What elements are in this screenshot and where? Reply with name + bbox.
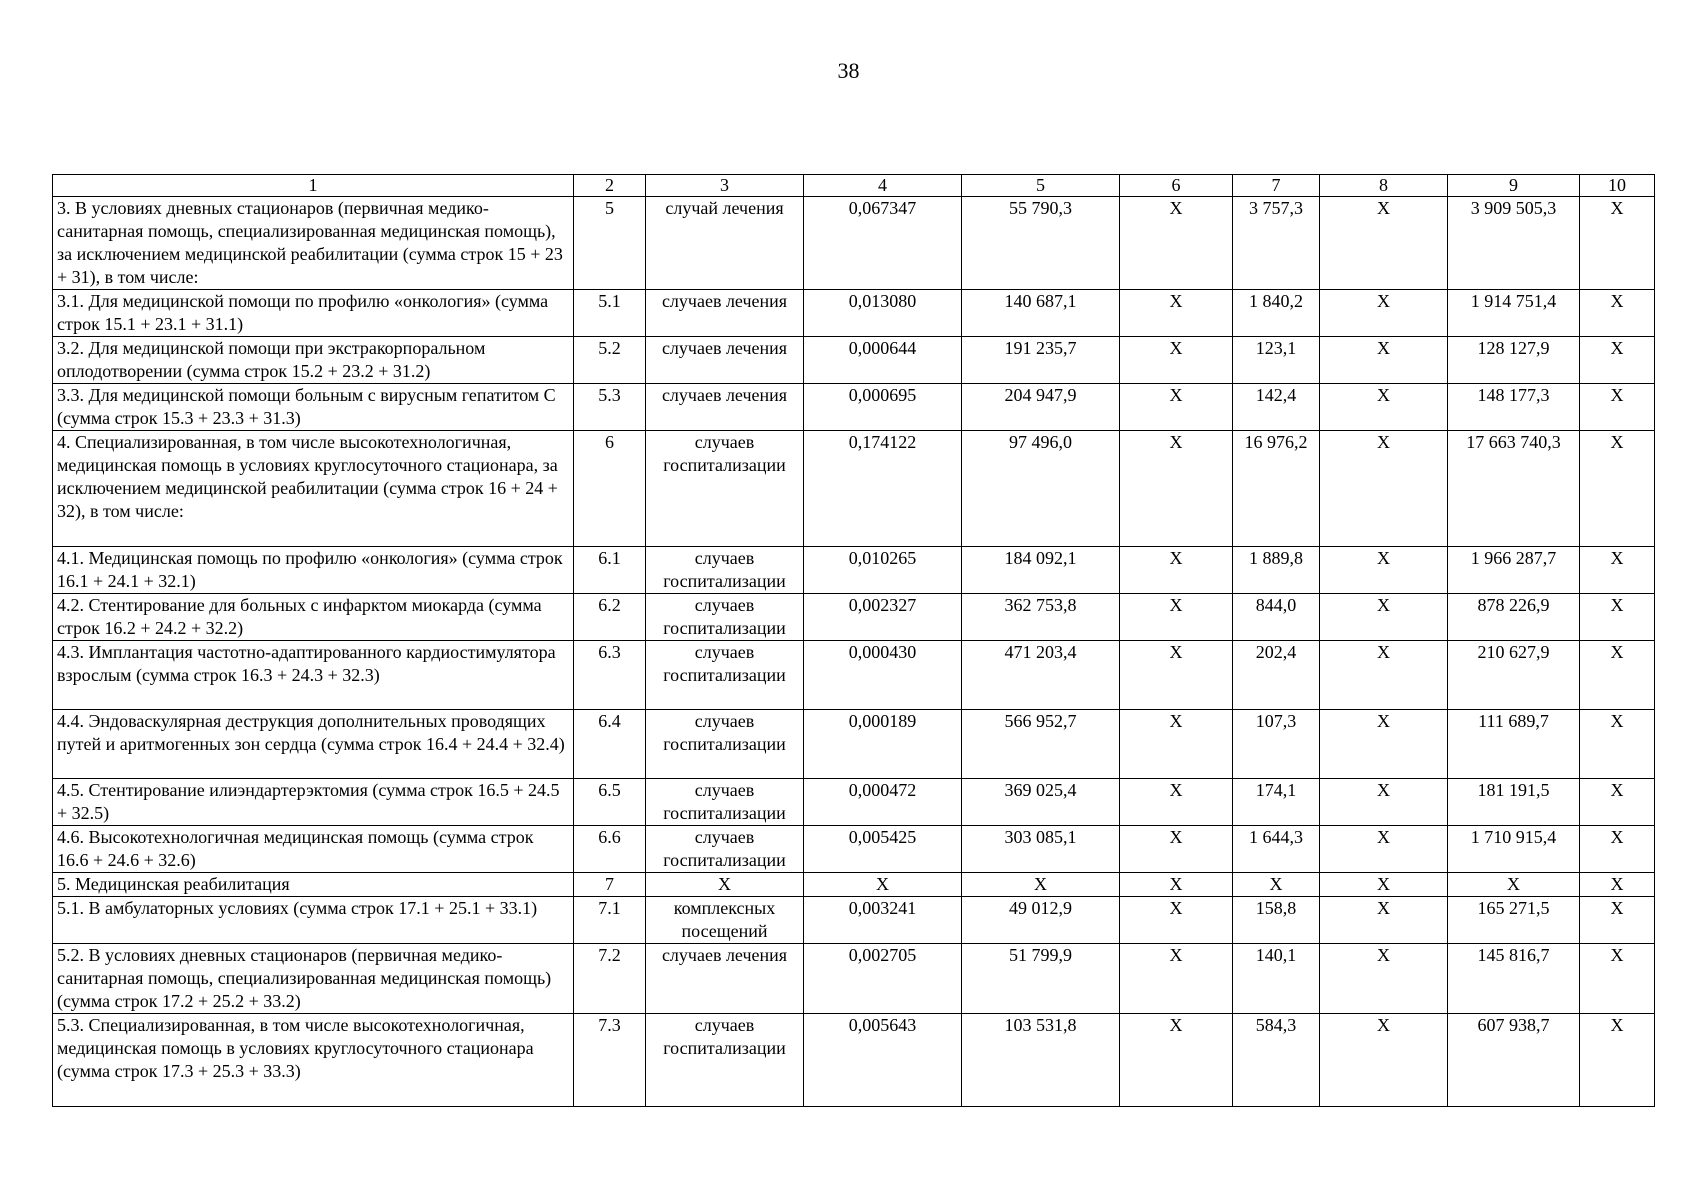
- row-value-5: 471 203,4: [962, 641, 1120, 710]
- column-header: 7: [1233, 175, 1320, 197]
- row-value-8: Х: [1320, 290, 1448, 337]
- column-header: 3: [646, 175, 804, 197]
- row-unit: случаев лечения: [646, 944, 804, 1014]
- row-value-9: 128 127,9: [1448, 337, 1580, 384]
- row-unit: случай лечения: [646, 197, 804, 290]
- row-name: 4.5. Стентирование илиэндартерэктомия (сумма строк 16.5 + 24.5 + 32.5): [53, 779, 574, 826]
- row-value-10: Х: [1580, 384, 1655, 431]
- row-value-4: 0,013080: [804, 290, 962, 337]
- row-value-10: Х: [1580, 547, 1655, 594]
- row-value-6: Х: [1120, 384, 1233, 431]
- row-value-6: Х: [1120, 944, 1233, 1014]
- row-number: 6: [574, 431, 646, 547]
- column-header: 9: [1448, 175, 1580, 197]
- row-name: 4.6. Высокотехнологичная медицинская помощь (сумма строк 16.6 + 24.6 + 32.6): [53, 826, 574, 873]
- row-value-6: Х: [1120, 1014, 1233, 1107]
- row-name: 4.1. Медицинская помощь по профилю «онкология» (сумма строк 16.1 + 24.1 + 32.1): [53, 547, 574, 594]
- row-name: 4.4. Эндоваскулярная деструкция дополнительных проводящих путей и аритмогенных зон сердца (сумма строк 16.4 + 24.4 + 32.4): [53, 710, 574, 779]
- row-value-4: 0,000430: [804, 641, 962, 710]
- row-value-10: Х: [1580, 594, 1655, 641]
- column-header: 1: [53, 175, 574, 197]
- row-value-8: Х: [1320, 431, 1448, 547]
- row-value-4: Х: [804, 873, 962, 897]
- row-value-5: 303 085,1: [962, 826, 1120, 873]
- row-value-6: Х: [1120, 897, 1233, 944]
- table-row: [53, 594, 1655, 641]
- row-value-9: 607 938,7: [1448, 1014, 1580, 1107]
- row-name: 5.2. В условиях дневных стационаров (первичная медико-санитарная помощь, специализированная медицинская помощь) (сумма строк 17.2 + 25.2 + 33.2): [53, 944, 574, 1014]
- row-value-5: 191 235,7: [962, 337, 1120, 384]
- row-value-7: 1 840,2: [1233, 290, 1320, 337]
- row-value-9: 145 816,7: [1448, 944, 1580, 1014]
- row-value-10: Х: [1580, 431, 1655, 547]
- row-value-6: Х: [1120, 641, 1233, 710]
- row-value-9: 165 271,5: [1448, 897, 1580, 944]
- row-unit: случаев лечения: [646, 337, 804, 384]
- table-row: [53, 290, 1655, 337]
- row-value-7: 158,8: [1233, 897, 1320, 944]
- row-value-9: 181 191,5: [1448, 779, 1580, 826]
- column-header: 4: [804, 175, 962, 197]
- row-value-7: Х: [1233, 873, 1320, 897]
- table-row: [53, 897, 1655, 944]
- row-value-9: 210 627,9: [1448, 641, 1580, 710]
- row-value-10: Х: [1580, 290, 1655, 337]
- row-value-7: 1 889,8: [1233, 547, 1320, 594]
- row-value-8: Х: [1320, 594, 1448, 641]
- row-name: 3. В условиях дневных стационаров (первичная медико-санитарная помощь, специализированная медицинская помощь), за исключением медицинской реабилитации (сумма строк 15 + 23 + 31), в том числе:: [53, 197, 574, 290]
- row-value-4: 0,005643: [804, 1014, 962, 1107]
- row-value-5: 103 531,8: [962, 1014, 1120, 1107]
- row-value-7: 3 757,3: [1233, 197, 1320, 290]
- row-unit: случаев госпитализации: [646, 431, 804, 547]
- row-value-6: Х: [1120, 431, 1233, 547]
- table-row: [53, 431, 1655, 547]
- table-row: [53, 779, 1655, 826]
- row-value-6: Х: [1120, 826, 1233, 873]
- row-value-9: 111 689,7: [1448, 710, 1580, 779]
- table-row: [53, 384, 1655, 431]
- row-value-4: 0,000189: [804, 710, 962, 779]
- table-row: [53, 641, 1655, 710]
- row-value-8: Х: [1320, 944, 1448, 1014]
- row-value-8: Х: [1320, 826, 1448, 873]
- row-number: 6.5: [574, 779, 646, 826]
- row-value-9: 1 710 915,4: [1448, 826, 1580, 873]
- row-value-5: Х: [962, 873, 1120, 897]
- row-number: 5.2: [574, 337, 646, 384]
- row-unit: случаев госпитализации: [646, 594, 804, 641]
- row-unit: комплексных посещений: [646, 897, 804, 944]
- row-unit: Х: [646, 873, 804, 897]
- table-row: [53, 547, 1655, 594]
- row-value-5: 140 687,1: [962, 290, 1120, 337]
- row-value-4: 0,010265: [804, 547, 962, 594]
- row-value-7: 584,3: [1233, 1014, 1320, 1107]
- row-value-9: 3 909 505,3: [1448, 197, 1580, 290]
- row-value-5: 97 496,0: [962, 431, 1120, 547]
- table-header-row: [53, 175, 1655, 197]
- row-value-5: 204 947,9: [962, 384, 1120, 431]
- row-value-10: Х: [1580, 197, 1655, 290]
- row-value-7: 844,0: [1233, 594, 1320, 641]
- row-value-4: 0,174122: [804, 431, 962, 547]
- row-value-7: 1 644,3: [1233, 826, 1320, 873]
- row-value-7: 174,1: [1233, 779, 1320, 826]
- row-value-10: Х: [1580, 779, 1655, 826]
- row-name: 5.1. В амбулаторных условиях (сумма строк 17.1 + 25.1 + 33.1): [53, 897, 574, 944]
- row-value-7: 107,3: [1233, 710, 1320, 779]
- row-value-6: Х: [1120, 337, 1233, 384]
- row-unit: случаев госпитализации: [646, 710, 804, 779]
- row-value-4: 0,002327: [804, 594, 962, 641]
- row-value-8: Х: [1320, 1014, 1448, 1107]
- row-number: 6.1: [574, 547, 646, 594]
- row-value-6: Х: [1120, 290, 1233, 337]
- row-value-6: Х: [1120, 594, 1233, 641]
- table-row: [53, 1014, 1655, 1107]
- row-name: 3.2. Для медицинской помощи при экстракорпоральном оплодотворении (сумма строк 15.2 + 23.2 + 31.2): [53, 337, 574, 384]
- row-value-4: 0,067347: [804, 197, 962, 290]
- row-value-5: 566 952,7: [962, 710, 1120, 779]
- row-value-4: 0,000472: [804, 779, 962, 826]
- row-value-9: 17 663 740,3: [1448, 431, 1580, 547]
- row-value-8: Х: [1320, 337, 1448, 384]
- row-number: 5.3: [574, 384, 646, 431]
- row-number: 7.1: [574, 897, 646, 944]
- row-value-9: 148 177,3: [1448, 384, 1580, 431]
- row-number: 6.4: [574, 710, 646, 779]
- row-number: 7: [574, 873, 646, 897]
- row-value-6: Х: [1120, 710, 1233, 779]
- row-value-6: Х: [1120, 547, 1233, 594]
- row-value-8: Х: [1320, 710, 1448, 779]
- row-name: 4.3. Имплантация частотно-адаптированного кардиостимулятора взрослым (сумма строк 16.3 + 24.3 + 32.3): [53, 641, 574, 710]
- row-value-5: 49 012,9: [962, 897, 1120, 944]
- row-value-7: 202,4: [1233, 641, 1320, 710]
- row-value-5: 55 790,3: [962, 197, 1120, 290]
- row-value-9: 1 966 287,7: [1448, 547, 1580, 594]
- row-value-5: 184 092,1: [962, 547, 1120, 594]
- row-unit: случаев госпитализации: [646, 779, 804, 826]
- row-number: 6.6: [574, 826, 646, 873]
- data-table: [52, 174, 1655, 1107]
- row-unit: случаев госпитализации: [646, 641, 804, 710]
- row-value-4: 0,005425: [804, 826, 962, 873]
- row-value-8: Х: [1320, 197, 1448, 290]
- row-unit: случаев лечения: [646, 290, 804, 337]
- row-value-6: Х: [1120, 779, 1233, 826]
- row-value-10: Х: [1580, 710, 1655, 779]
- row-value-10: Х: [1580, 897, 1655, 944]
- row-value-9: 1 914 751,4: [1448, 290, 1580, 337]
- row-value-8: Х: [1320, 641, 1448, 710]
- table-row: [53, 337, 1655, 384]
- column-header: 8: [1320, 175, 1448, 197]
- row-number: 6.2: [574, 594, 646, 641]
- row-value-5: 362 753,8: [962, 594, 1120, 641]
- row-unit: случаев госпитализации: [646, 547, 804, 594]
- table-row: [53, 710, 1655, 779]
- row-value-7: 16 976,2: [1233, 431, 1320, 547]
- row-name: 5. Медицинская реабилитация: [53, 873, 574, 897]
- row-value-4: 0,002705: [804, 944, 962, 1014]
- row-name: 3.3. Для медицинской помощи больным с вирусным гепатитом С (сумма строк 15.3 + 23.3 + 31.3): [53, 384, 574, 431]
- row-value-8: Х: [1320, 547, 1448, 594]
- row-value-10: Х: [1580, 873, 1655, 897]
- row-value-8: Х: [1320, 897, 1448, 944]
- row-value-8: Х: [1320, 873, 1448, 897]
- page-number: 38: [837, 58, 860, 83]
- row-unit: случаев госпитализации: [646, 826, 804, 873]
- row-name: 3.1. Для медицинской помощи по профилю «онкология» (сумма строк 15.1 + 23.1 + 31.1): [53, 290, 574, 337]
- row-value-5: 51 799,9: [962, 944, 1120, 1014]
- column-header: 5: [962, 175, 1120, 197]
- row-value-6: Х: [1120, 197, 1233, 290]
- table-row: [53, 944, 1655, 1014]
- row-number: 5: [574, 197, 646, 290]
- row-value-10: Х: [1580, 641, 1655, 710]
- row-number: 7.2: [574, 944, 646, 1014]
- row-value-8: Х: [1320, 779, 1448, 826]
- table-row: [53, 197, 1655, 290]
- table-row: [53, 826, 1655, 873]
- row-unit: случаев лечения: [646, 384, 804, 431]
- row-value-7: 123,1: [1233, 337, 1320, 384]
- row-value-9: 878 226,9: [1448, 594, 1580, 641]
- row-unit: случаев госпитализации: [646, 1014, 804, 1107]
- row-value-7: 140,1: [1233, 944, 1320, 1014]
- row-value-5: 369 025,4: [962, 779, 1120, 826]
- row-value-4: 0,003241: [804, 897, 962, 944]
- row-value-6: Х: [1120, 873, 1233, 897]
- row-value-4: 0,000644: [804, 337, 962, 384]
- row-value-4: 0,000695: [804, 384, 962, 431]
- row-name: 4.2. Стентирование для больных с инфарктом миокарда (сумма строк 16.2 + 24.2 + 32.2): [53, 594, 574, 641]
- row-value-10: Х: [1580, 1014, 1655, 1107]
- row-value-9: Х: [1448, 873, 1580, 897]
- row-number: 5.1: [574, 290, 646, 337]
- row-number: 7.3: [574, 1014, 646, 1107]
- table-row: [53, 873, 1655, 897]
- row-value-8: Х: [1320, 384, 1448, 431]
- row-value-7: 142,4: [1233, 384, 1320, 431]
- row-name: 4. Специализированная, в том числе высокотехнологичная, медицинская помощь в условиях круглосуточного стационара, за исключением медицинской реабилитации (сумма строк 16 + 24 + 32), в том числе:: [53, 431, 574, 547]
- column-header: 10: [1580, 175, 1655, 197]
- row-value-10: Х: [1580, 826, 1655, 873]
- row-number: 6.3: [574, 641, 646, 710]
- row-value-10: Х: [1580, 944, 1655, 1014]
- column-header: 6: [1120, 175, 1233, 197]
- row-name: 5.3. Специализированная, в том числе высокотехнологичная, медицинская помощь в условиях круглосуточного стационара (сумма строк 17.3 + 25.3 + 33.3): [53, 1014, 574, 1107]
- row-value-10: Х: [1580, 337, 1655, 384]
- column-header: 2: [574, 175, 646, 197]
